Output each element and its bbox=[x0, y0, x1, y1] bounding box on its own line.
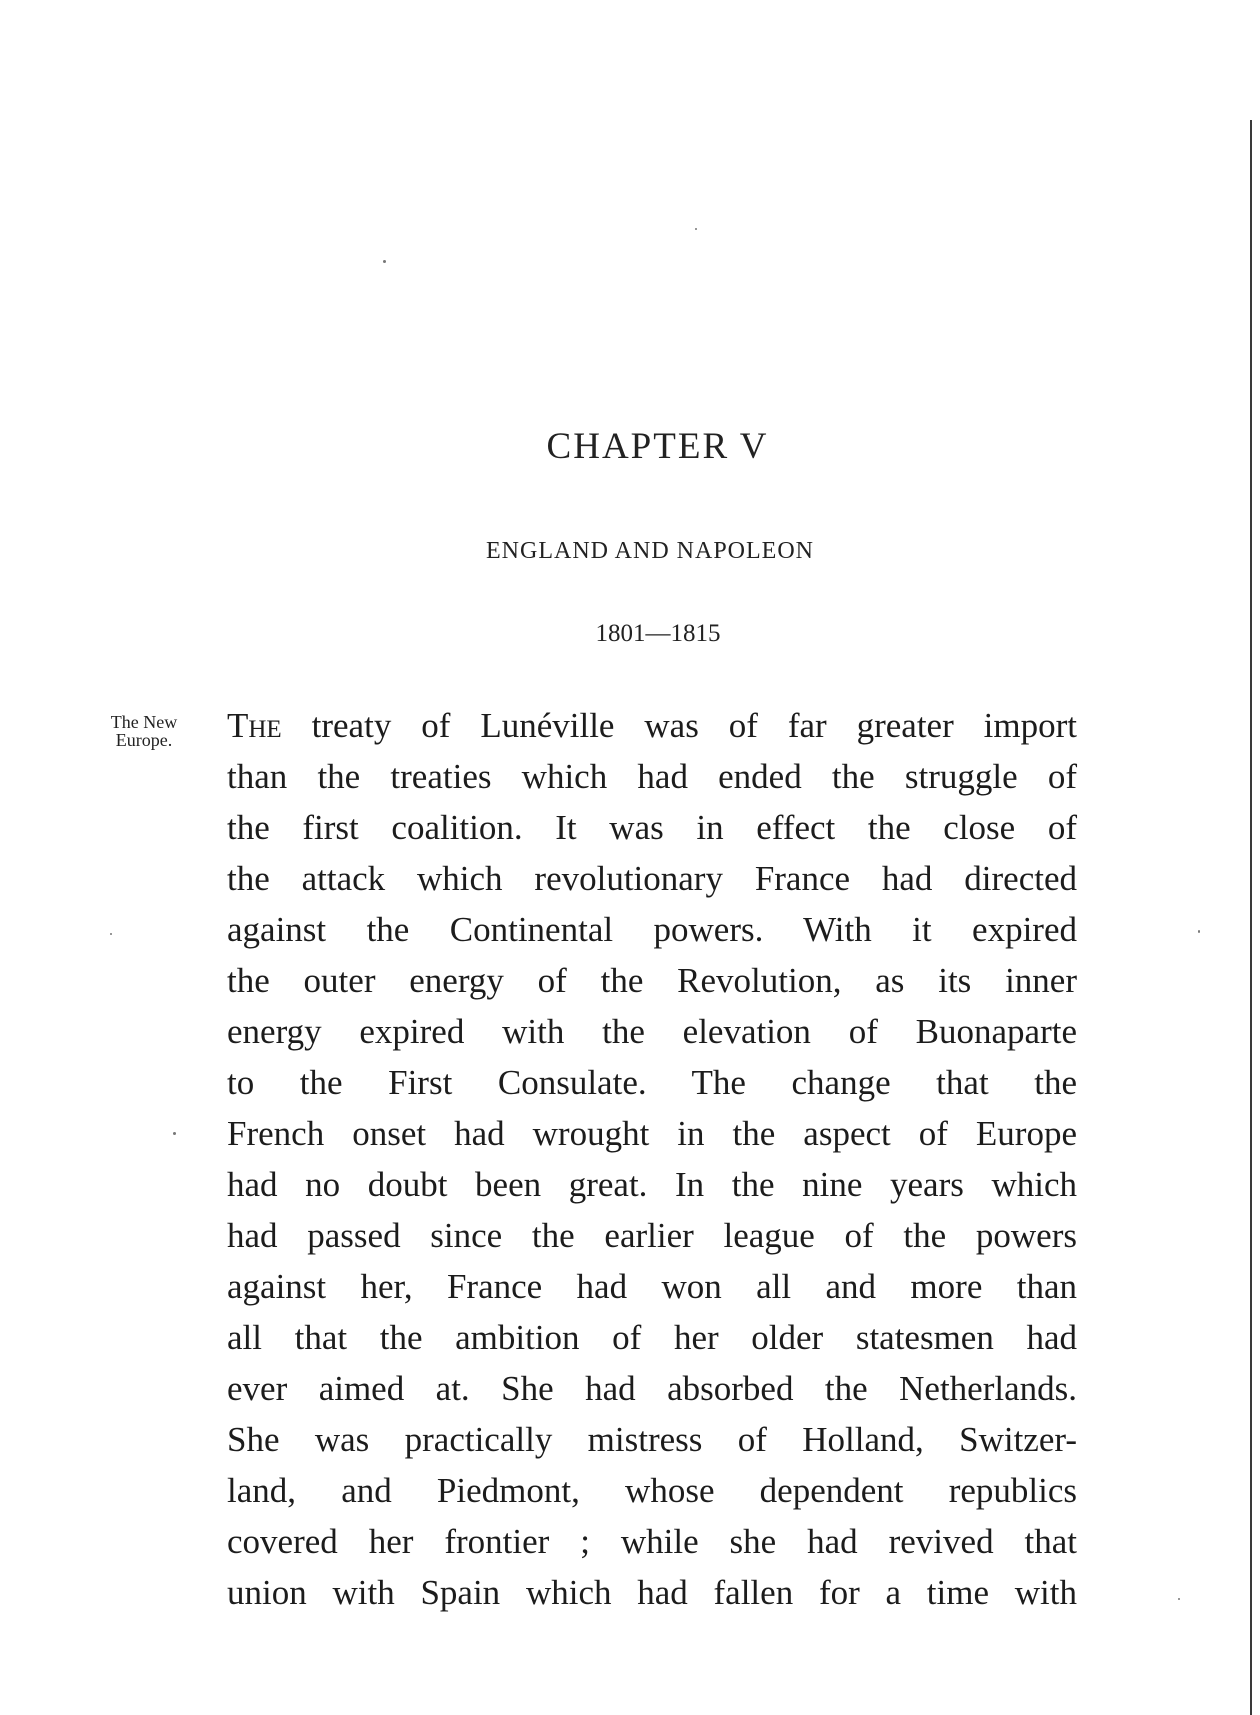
margin-note-line: The New bbox=[110, 712, 178, 732]
page-binding-edge bbox=[1250, 120, 1252, 1715]
text-line: had passed since the earlier league of the powers bbox=[227, 1216, 1077, 1255]
text-line: union with Spain which had fallen for a time with bbox=[227, 1573, 1077, 1612]
text-line: covered her frontier ; while she had revived that bbox=[227, 1522, 1077, 1561]
text-line: the first coalition. It was in effect the close of bbox=[227, 808, 1077, 847]
body-paragraph bbox=[227, 700, 1077, 1618]
text-line: to the First Consulate. The change that the bbox=[227, 1063, 1077, 1102]
scan-speck bbox=[110, 933, 112, 935]
scan-speck bbox=[695, 228, 697, 230]
text-line: The treaty of Lunéville was of far greater import bbox=[227, 706, 1077, 745]
chapter-subtitle: ENGLAND AND NAPOLEON bbox=[486, 538, 814, 564]
text-line: against her, France had won all and more than bbox=[227, 1267, 1077, 1306]
chapter-title: CHAPTER V bbox=[546, 426, 769, 467]
scan-speck bbox=[1198, 930, 1200, 933]
margin-note bbox=[88, 713, 200, 749]
scan-speck bbox=[383, 260, 386, 263]
text-line: ever aimed at. She had absorbed the Netherlands. bbox=[227, 1369, 1077, 1408]
lead-word: The bbox=[227, 706, 282, 745]
scan-speck bbox=[173, 1132, 176, 1135]
text-line: She was practically mistress of Holland, Switzer- bbox=[227, 1420, 1077, 1459]
margin-note-line: Europe. bbox=[115, 730, 173, 750]
scan-speck bbox=[1178, 1598, 1180, 1600]
text-line: than the treaties which had ended the struggle of bbox=[227, 757, 1077, 796]
text-line: French onset had wrought in the aspect of Europe bbox=[227, 1114, 1077, 1153]
text-line: had no doubt been great. In the nine years which bbox=[227, 1165, 1077, 1204]
text-line: energy expired with the elevation of Buonaparte bbox=[227, 1012, 1077, 1051]
text-line: all that the ambition of her older statesmen had bbox=[227, 1318, 1077, 1357]
text-line: against the Continental powers. With it expired bbox=[227, 910, 1077, 949]
text-line: the attack which revolutionary France had directed bbox=[227, 859, 1077, 898]
chapter-dates: 1801—1815 bbox=[595, 620, 721, 647]
text-line: land, and Piedmont, whose dependent republics bbox=[227, 1471, 1077, 1510]
text-line: the outer energy of the Revolution, as its inner bbox=[227, 961, 1077, 1000]
